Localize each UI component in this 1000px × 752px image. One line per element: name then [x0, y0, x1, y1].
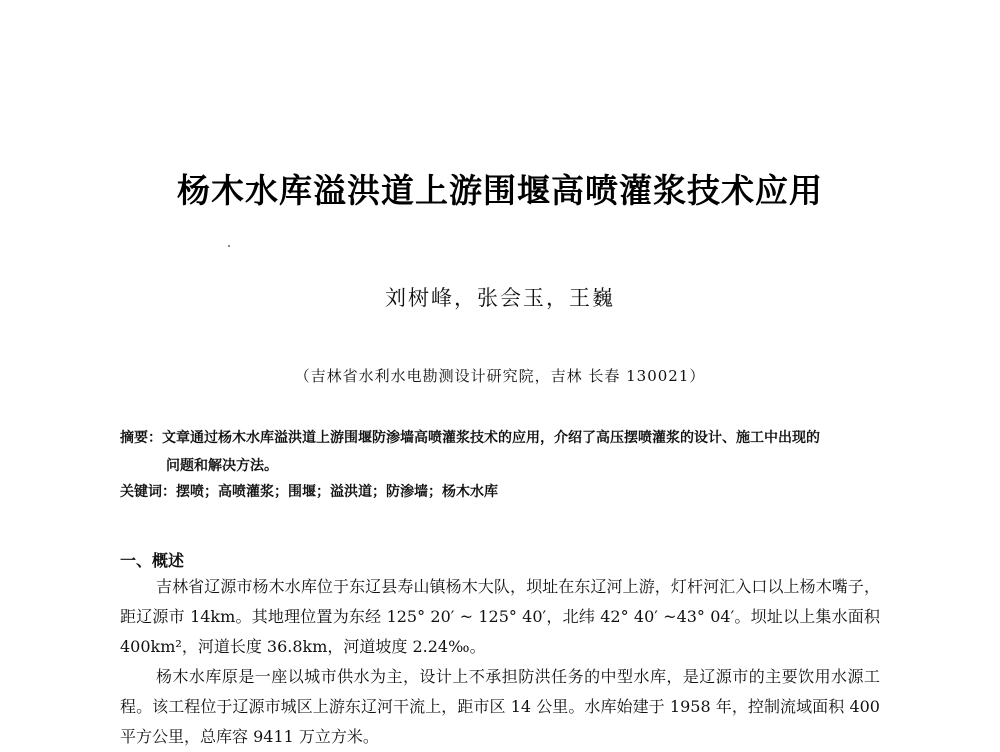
section-body	[120, 572, 880, 752]
keywords-text: 摆喷；高喷灌浆；围堰；溢洪道；防渗墙；杨木水库	[176, 484, 498, 500]
scan-speck	[228, 245, 230, 247]
affiliation: （吉林省水利水电勘测设计研究院，吉林 长春 130021）	[294, 367, 706, 385]
abstract-label: 摘要：	[120, 430, 162, 446]
body-paragraph-2: 杨木水库原是一座以城市供水为主，设计上不承担防洪任务的中型水库，是辽源市的主要饮用水源工程。该工程位于辽源市城区上游东辽河干流上，距市区 14 公里。水库始建于 1958 年，控制流域面积 400 平方公里，总库容 9411 万立方米。	[120, 667, 880, 746]
section-heading: 一、概述	[120, 551, 185, 570]
keywords	[120, 481, 880, 501]
keywords-label: 关键词：	[120, 484, 176, 500]
body-paragraph-1: 吉林省辽源市杨木水库位于东辽县寿山镇杨木大队，坝址在东辽河上游，灯杆河汇入口以上杨木嘴子，距辽源市 14km。其地理位置为东经 125° 20′ ~ 125° 40′，北纬 42° 40′ ~43° 04′。坝址以上集水面积 400km²，河道长度 36.8km，河道坡度 2.24‰。	[120, 577, 880, 656]
abstract	[120, 424, 880, 480]
author-list: 刘树峰，张会玉，王巍	[385, 286, 615, 310]
paper-title: 杨木水库溢洪道上游围堰高喷灌浆技术应用	[177, 171, 823, 210]
abstract-text-line1: 文章通过杨木水库溢洪道上游围堰防渗墙高喷灌浆技术的应用，介绍了高压摆喷灌浆的设计、施工中出现的	[162, 430, 820, 446]
abstract-text-line2: 问题和解决方法。	[166, 458, 278, 474]
